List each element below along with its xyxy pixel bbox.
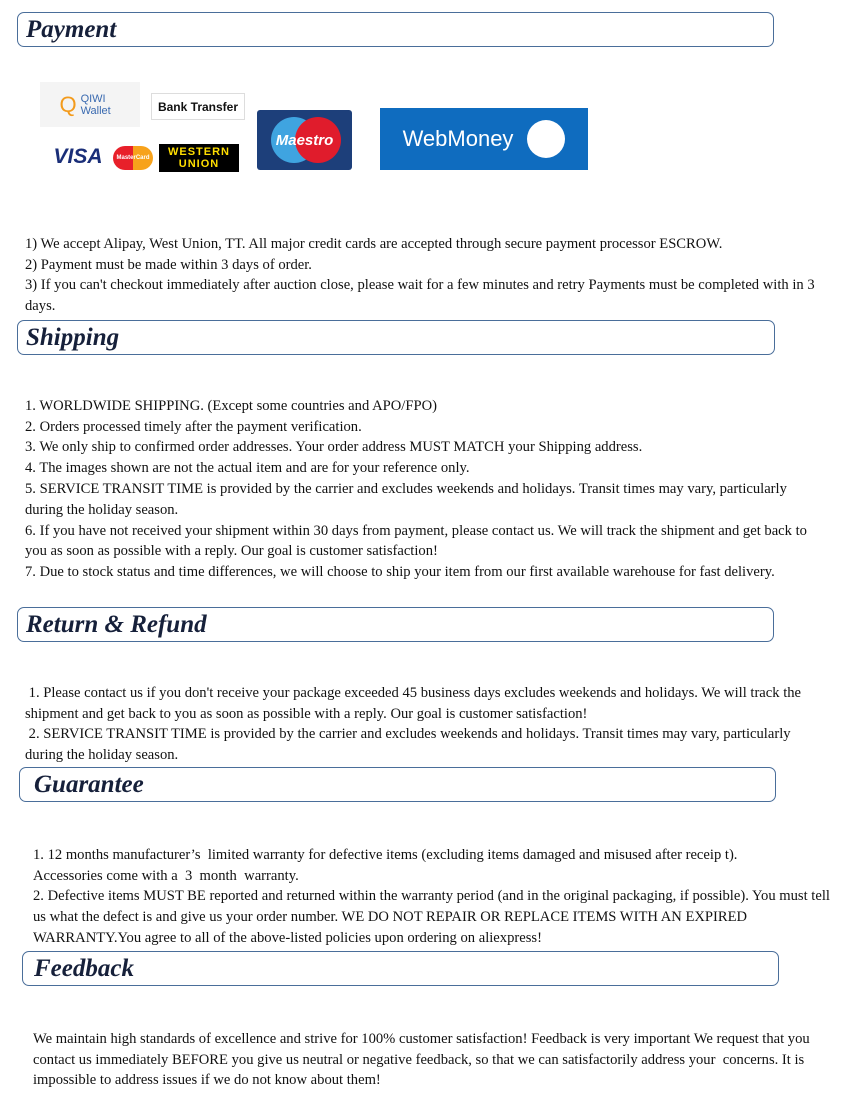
section-title: Return & Refund	[26, 611, 207, 638]
payment-text: 1) We accept Alipay, West Union, TT. All major credit cards are accepted through secure payment processor ESCROW. 2) Payment must be made within 3 days of order. 3) If you can't checkout immediately after auction close, please wait for a few minutes and retry Payments must be completed with in 3 days.	[25, 235, 819, 315]
payment-header	[17, 12, 774, 47]
maestro-logo: Maestro	[257, 110, 352, 170]
section-title: Feedback	[34, 955, 134, 982]
section-title: Payment	[26, 16, 117, 43]
feedback-text: We maintain high standards of excellence and strive for 100% customer satisfaction! Feedback is very important We request that you contact us immediately BEFORE you give us neutral or negative feedback, so that we can satisfactorily address your concerns. It is impossible to address issues if we do not know about them!	[33, 1030, 814, 1089]
qiwi-logo: Q QIWI Wallet	[40, 82, 140, 127]
visa-logo: VISA	[53, 145, 103, 168]
guarantee-text: 1. 12 months manufacturer’s limited warranty for defective items (excluding items damaged and misused after receip t). Accessories come with a 3 month warranty. 2. Defective items MUST BE reported and returned within the warranty period (and in the original packaging, if possible). You must tell us what the defect is and give us your order number. WE DO NOT REPAIR OR REPLACE ITEMS WITH AN EXPIRED WARRANTY.You agree to all of the above-listed policies upon ordering on aliexpress!	[33, 846, 834, 946]
section-title: Guarantee	[34, 771, 144, 798]
section-title: Shipping	[26, 324, 120, 351]
bank-transfer-logo: Bank Transfer	[151, 93, 245, 120]
webmoney-globe-icon	[527, 120, 565, 158]
feedback-header	[22, 951, 779, 986]
western-union-logo: WESTERN UNION	[159, 144, 239, 172]
webmoney-logo: WebMoney	[380, 108, 588, 170]
payment-logos	[38, 80, 590, 180]
mastercard-logo: MasterCard	[113, 146, 153, 170]
shipping-header	[17, 320, 775, 355]
guarantee-header	[19, 767, 776, 802]
refund-header	[17, 607, 774, 642]
shipping-text: 1. WORLDWIDE SHIPPING. (Except some countries and APO/FPO) 2. Orders processed timely after the payment verification. 3. We only ship to confirmed order addresses. Your order address MUST MATCH your Shipping address. 4. The images shown are not the actual item and are for your reference only. 5. SERVICE TRANSIT TIME is provided by the carrier and excludes weekends and holidays. Transit times may vary, particularly during the holiday season. 6. If you have not received your shipment within 30 days from payment, please contact us. We will track the shipment and get back to you as soon as possible with a reply. Our goal is customer satisfaction! 7. Due to stock status and time differences, we will choose to ship your item from our first available warehouse for fast delivery.	[25, 397, 811, 581]
refund-text: 1. Please contact us if you don't receive your package exceeded 45 business days excludes weekends and holidays. We will track the shipment and get back to you as soon as possible with a reply. Our goal is customer satisfaction! 2. SERVICE TRANSIT TIME is provided by the carrier and excludes weekends and holidays. Transit times may vary, particularly during the holiday season.	[25, 684, 805, 764]
